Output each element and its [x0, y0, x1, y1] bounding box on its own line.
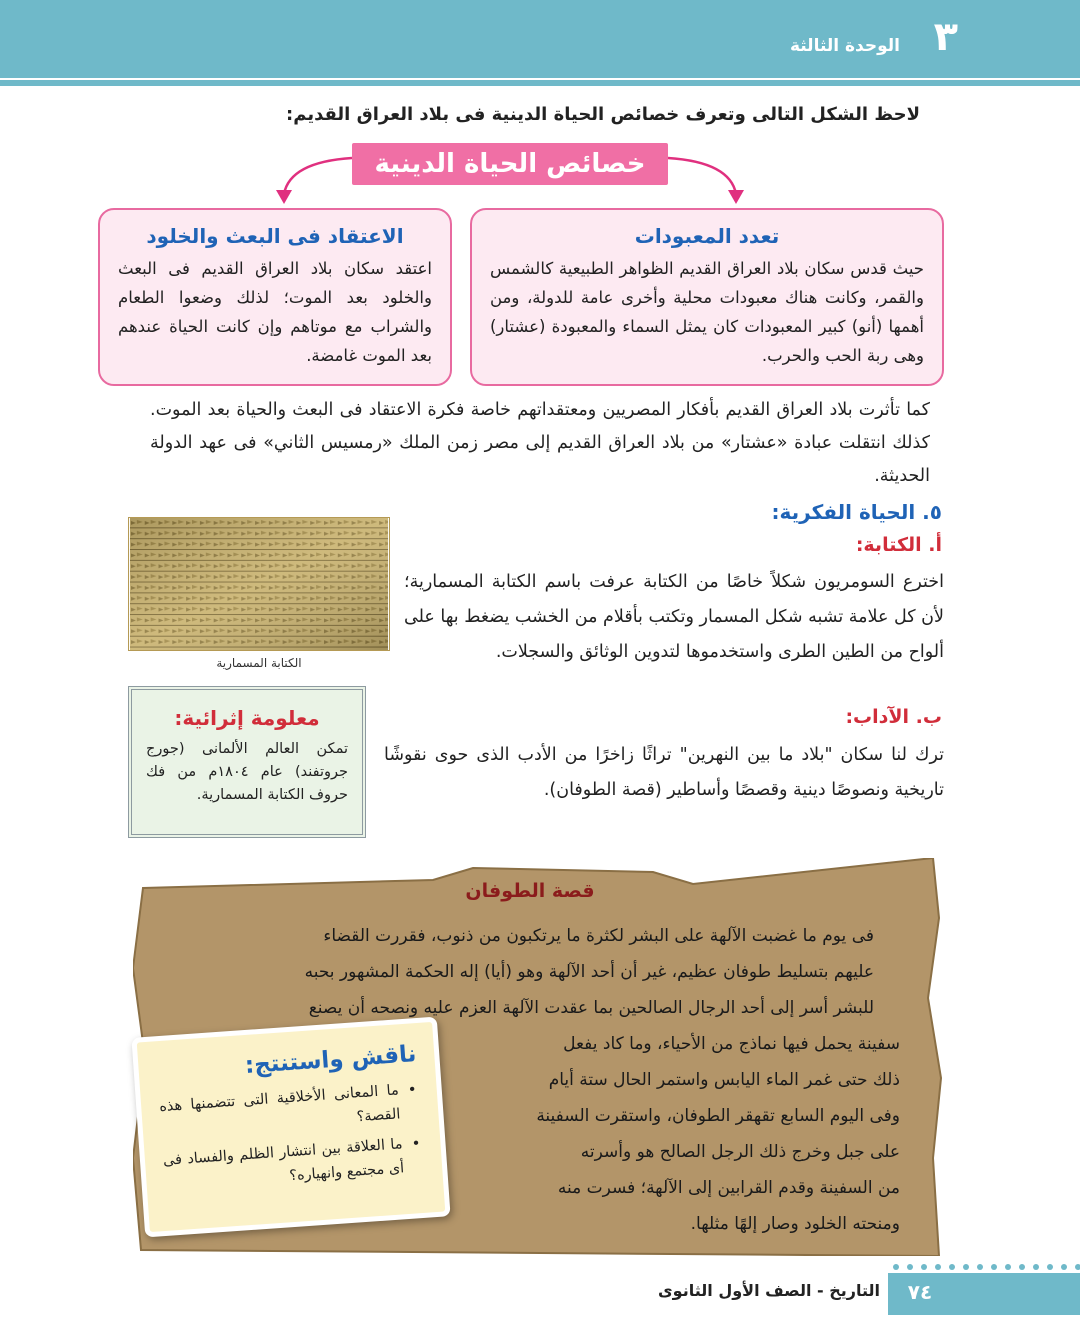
story-text-side	[454, 1026, 900, 1242]
story-line: سفينة يحمل فيها نماذج من الأحياء، وما كاد يفعل	[563, 1034, 900, 1054]
section-title: ٥. الحياة الفكرية:	[771, 500, 942, 524]
enrichment-box	[128, 686, 366, 838]
enrichment-title: معلومة إثرائية:	[174, 706, 320, 730]
discuss-question: • ما المعانى الأخلاقية التى تتضمنها هذه القصة؟	[158, 1077, 421, 1143]
diagram-title: خصائص الحياة الدينية	[352, 143, 668, 185]
story-line: على جبل وخرج ذلك الرجل الصالح هو وأسرته	[580, 1142, 900, 1162]
page-number: ٧٤	[907, 1280, 933, 1304]
story-text-top	[184, 918, 874, 1026]
writing-paragraph: اخترع السومريون شكلاً خاصًا من الكتابة عرفت باسم الكتابة المسمارية؛ لأن كل علامة تشبه شكل المسمار وتكتب بأقلام من الخشب يضغط بها على ألواح من الطين الطرى واستخدموها لتدوين الوثائق والسجلات.	[404, 572, 944, 662]
writing-heading: أ. الكتابة:	[855, 534, 942, 556]
cuneiform-image	[128, 517, 390, 651]
discuss-question: • ما العلاقة بين انتشار الظلم والفساد فى أى مجتمع وانهياره؟	[162, 1131, 425, 1197]
discuss-title: ناقش واستنتج:	[244, 1041, 418, 1080]
unit-title: الوحدة الثالثة	[789, 36, 900, 56]
story-line: وفى اليوم السابع تقهقر الطوفان، واستقرت السفينة	[536, 1106, 900, 1126]
influence-paragraph: كما تأثرت بلاد العراق القديم بأفكار المصريين ومعتقداتهم خاصة فكرة الاعتقاد فى البعث والحياة بعد الموت. كذلك انتقلت عبادة «عشتار» من بلاد العراق القديم إلى مصر زمن الملك «رمسيس الثاني» فى عهد الدولة الحديثة.	[150, 400, 930, 486]
header-band	[0, 0, 1080, 78]
footer-dots	[892, 1263, 1080, 1271]
deities-title: تعدد المعبودات	[634, 224, 780, 248]
enrichment-text: تمكن العالم الألمانى (جورج جروتفند) عام ١٨٠٤م من فك حروف الكتابة المسمارية.	[146, 741, 348, 803]
unit-number: ٣	[933, 14, 958, 60]
literature-heading: ب. الآداب:	[845, 706, 942, 728]
story-line: فى يوم ما غضبت الآلهة على البشر لكثرة ما يرتكبون من ذنوب، فقررت القضاء	[323, 926, 874, 946]
deities-box	[470, 208, 944, 386]
intro-text: لاحظ الشكل التالى وتعرف خصائص الحياة الدينية فى بلاد العراق القديم:	[286, 104, 920, 125]
afterlife-box	[98, 208, 452, 386]
story-title: قصة الطوفان	[465, 880, 595, 902]
story-line: للبشر أسر إلى أحد الرجال الصالحين بما عقدت الآلهة العزم عليه ونصحه أن يصنع	[308, 998, 874, 1018]
story-line: ذلك حتى غمر الماء اليابس واستمر الحال ستة أيام	[548, 1070, 900, 1090]
footer-text: التاريخ - الصف الأول الثانوى	[658, 1281, 880, 1300]
header-stripe	[0, 80, 1080, 86]
story-line: من السفينة وقدم القرابين إلى الآلهة؛ فسرت منه	[557, 1178, 900, 1198]
literature-paragraph: ترك لنا سكان "بلاد ما بين النهرين" تراثًا زاخرًا من الأدب الذى حوى نقوشًا تاريخية ونصوصًا دينية وقصصًا وأساطير (قصة الطوفان).	[384, 745, 944, 800]
discuss-card	[131, 1017, 450, 1238]
afterlife-title: الاعتقاد فى البعث والخلود	[146, 224, 404, 248]
afterlife-text: اعتقد سكان بلاد العراق القديم فى البعث والخلود بعد الموت؛ لذلك وضعوا الطعام والشراب مع موتاهم وإن كانت الحياة عندهم بعد الموت غامضة.	[118, 259, 432, 365]
deities-text: حيث قدس سكان بلاد العراق القديم الظواهر الطبيعية كالشمس والقمر، وكانت هناك معبودات محلية وأخرى عامة للدولة، ومن أهمها (أنو) كبير المعبودات كان يمثل السماء والمعبودة (عشتار) وهى ربة الحب والحرب.	[490, 259, 924, 365]
story-line: ومنحته الخلود وصار إلهًا مثلها.	[690, 1214, 900, 1234]
image-caption: الكتابة المسمارية	[216, 656, 302, 670]
story-line: عليهم بتسليط طوفان عظيم، غير أن أحد الآلهة وهو (أيا) إله الحكمة المشهور بحبه	[304, 962, 874, 982]
discuss-list	[158, 1077, 424, 1197]
